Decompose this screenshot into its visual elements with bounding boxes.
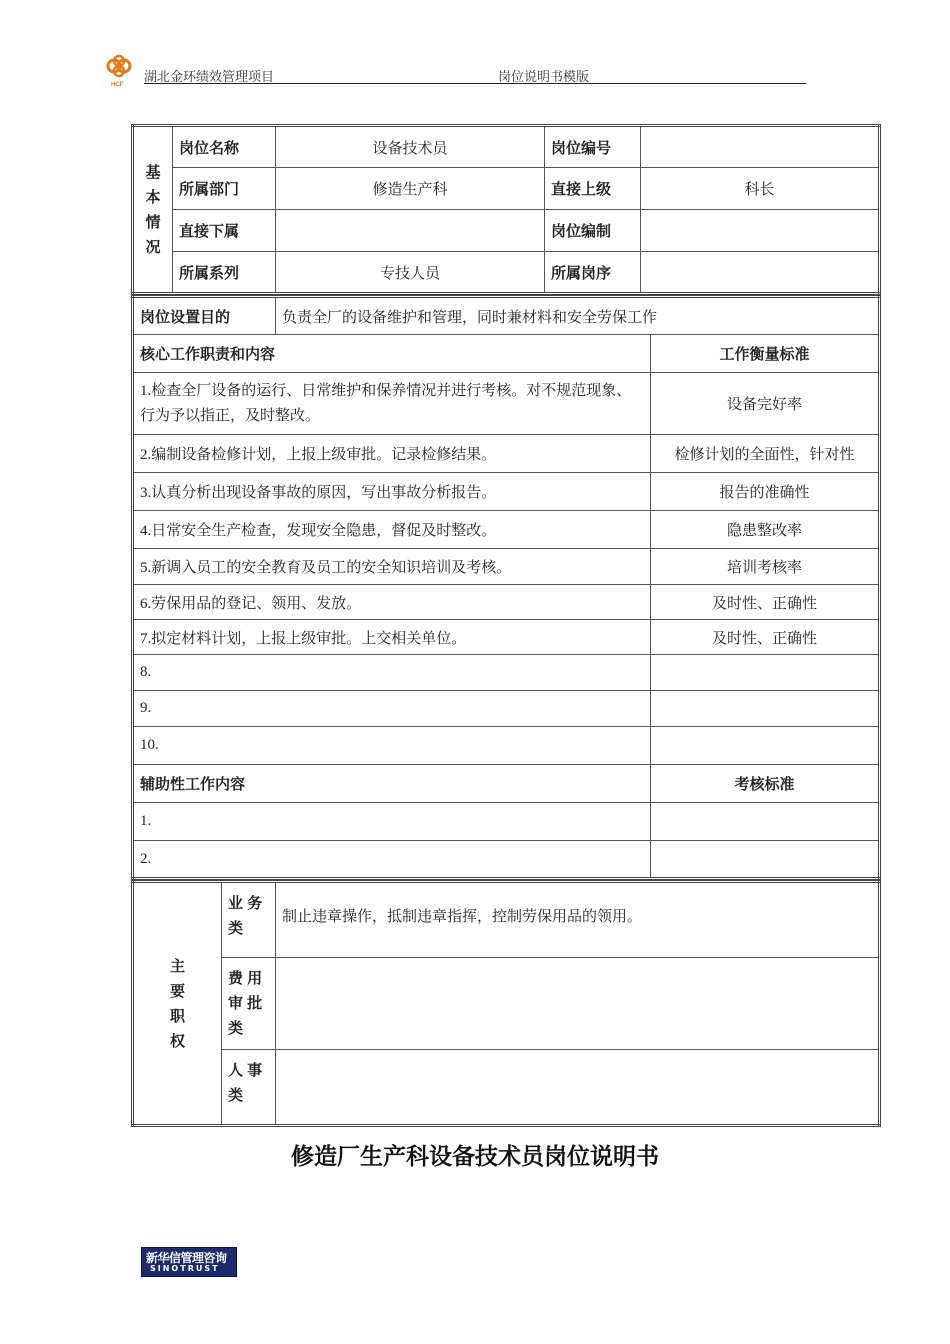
footer-logo-en: SINOTRUST <box>150 1264 220 1273</box>
duties-table <box>131 295 881 880</box>
core-duty-8: 8. <box>133 655 651 691</box>
core-standard-2: 检修计划的全面性，针对性 <box>651 435 880 473</box>
core-duty-10: 10. <box>133 727 651 765</box>
document-title: 修造厂生产科设备技术员岗位说明书 <box>291 1143 659 1169</box>
sinotrust-logo <box>141 1247 237 1277</box>
authority-personnel-label: 人 事 类 <box>222 1050 276 1126</box>
job-code-label: 岗位编号 <box>545 126 641 168</box>
job-title-label: 岗位名称 <box>173 126 276 168</box>
core-duty-4: 4.日常安全生产检查，发现安全隐患，督促及时整改。 <box>133 511 651 549</box>
svg-text:HCF: HCF <box>111 82 124 88</box>
core-duty-2: 2.编制设备检修计划，上报上级审批。记录检修结果。 <box>133 435 651 473</box>
core-duties-header: 核心工作职责和内容 <box>133 335 651 373</box>
job-code-value <box>641 126 880 168</box>
authority-personnel-text <box>276 1050 880 1126</box>
core-duty-3: 3.认真分析出现设备事故的原因，写出事故分析报告。 <box>133 473 651 511</box>
core-duty-7: 7.拟定材料计划，上报上级审批。上交相关单位。 <box>133 620 651 655</box>
purpose-text: 负责全厂的设备维护和管理，同时兼材料和安全劳保工作 <box>276 297 880 335</box>
page-header <box>100 54 806 88</box>
authority-expense-label: 费 用 审 批 类 <box>222 958 276 1050</box>
core-standard-9 <box>651 691 880 727</box>
job-rank-label: 所属岗序 <box>545 252 641 294</box>
core-duty-5: 5.新调入员工的安全教育及员工的安全知识培训及考核。 <box>133 549 651 585</box>
aux-duty-1: 1. <box>133 803 651 841</box>
core-standard-header: 工作衡量标准 <box>651 335 880 373</box>
core-duty-1: 1.检查全厂设备的运行、日常维护和保养情况并进行考核。对不规范现象、行为予以指正，及时整改。 <box>133 373 651 435</box>
core-standard-8 <box>651 655 880 691</box>
core-duty-9: 9. <box>133 691 651 727</box>
job-series-value: 专技人员 <box>276 252 545 294</box>
basic-info-table <box>131 124 881 295</box>
authority-section-label: 主 要 职 权 <box>133 882 222 1126</box>
aux-standard-1 <box>651 803 880 841</box>
subordinates-value <box>276 210 545 252</box>
core-duty-6: 6.劳保用品的登记、领用、发放。 <box>133 585 651 620</box>
hcf-logo-icon <box>100 54 140 88</box>
supervisor-value: 科长 <box>641 168 880 210</box>
aux-standard-header: 考核标准 <box>651 765 880 803</box>
footer-logo-cn: 新华信管理咨询 <box>146 1251 227 1265</box>
core-standard-3: 报告的准确性 <box>651 473 880 511</box>
purpose-label: 岗位设置目的 <box>133 297 276 335</box>
job-title-value: 设备技术员 <box>276 126 545 168</box>
authority-business-label: 业 务 类 <box>222 882 276 958</box>
authority-expense-text <box>276 958 880 1050</box>
header-project-name: 湖北金环绩效管理项目 <box>144 69 275 84</box>
aux-duties-header: 辅助性工作内容 <box>133 765 651 803</box>
core-standard-10 <box>651 727 880 765</box>
header-rule <box>144 83 806 84</box>
core-standard-7: 及时性、正确性 <box>651 620 880 655</box>
job-series-label: 所属系列 <box>173 252 276 294</box>
subordinates-label: 直接下属 <box>173 210 276 252</box>
job-description-form <box>131 124 881 1127</box>
core-standard-4: 隐患整改率 <box>651 511 880 549</box>
department-label: 所属部门 <box>173 168 276 210</box>
core-standard-6: 及时性、正确性 <box>651 585 880 620</box>
headcount-label: 岗位编制 <box>545 210 641 252</box>
header-doc-type: 岗位说明书模版 <box>498 69 590 84</box>
core-standard-1: 设备完好率 <box>651 373 880 435</box>
core-standard-5: 培训考核率 <box>651 549 880 585</box>
supervisor-label: 直接上级 <box>545 168 641 210</box>
aux-duty-2: 2. <box>133 841 651 879</box>
aux-standard-2 <box>651 841 880 879</box>
basic-info-section-label: 基 本 情 况 <box>133 126 173 294</box>
job-rank-value <box>641 252 880 294</box>
authority-business-text: 制止违章操作，抵制违章指挥，控制劳保用品的领用。 <box>276 882 880 958</box>
department-value: 修造生产科 <box>276 168 545 210</box>
headcount-value <box>641 210 880 252</box>
authority-table <box>131 880 881 1127</box>
